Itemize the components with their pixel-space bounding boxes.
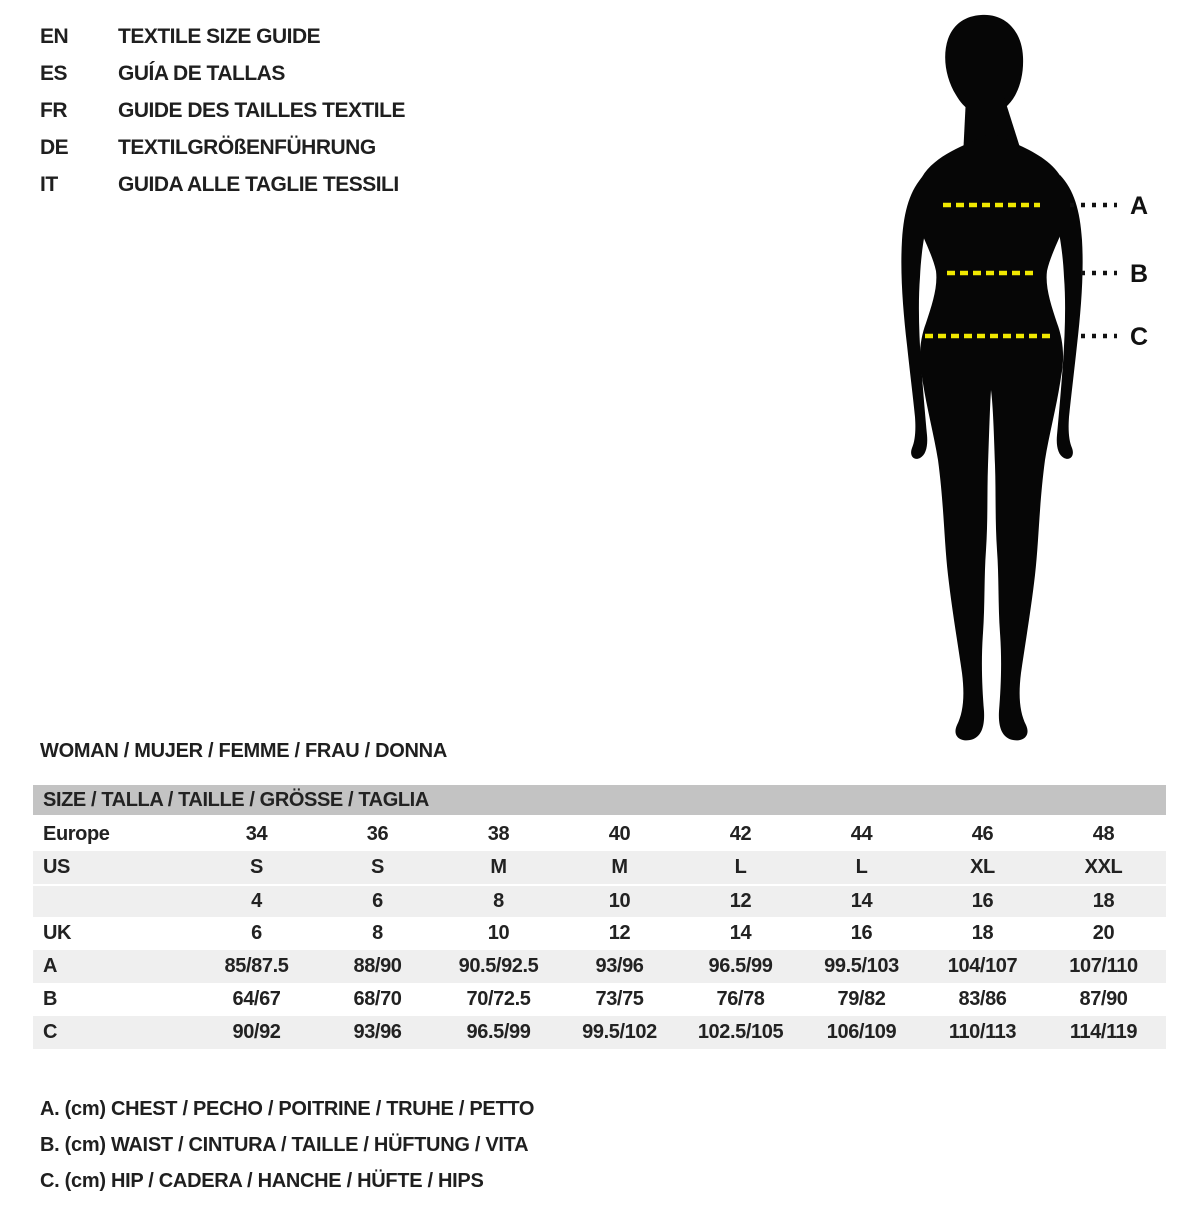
- table-row-chest: [33, 950, 1166, 983]
- table-cell: 18: [1092, 890, 1115, 912]
- figure-right-arm: [1055, 175, 1083, 459]
- waist-label: B: [1130, 260, 1149, 288]
- row-label: [33, 886, 196, 917]
- language-code: DE: [40, 136, 69, 159]
- table-cell: 102.5/105: [697, 1021, 784, 1043]
- table-cell: 14: [729, 922, 752, 944]
- table-cell: 44: [850, 823, 873, 845]
- row-label: Europe: [43, 823, 110, 845]
- legend-waist: B. (cm) WAIST / CINTURA / TAILLE / HÜFTUNG / VITA: [40, 1134, 529, 1156]
- chest-label: A: [1130, 192, 1149, 220]
- table-cell: 10: [608, 890, 631, 912]
- table-cell: 40: [608, 823, 631, 845]
- guide-title-en: TEXTILE SIZE GUIDE: [118, 25, 321, 48]
- table-row-uk: [33, 917, 1166, 950]
- language-row-de: [40, 136, 405, 173]
- table-cell: 68/70: [353, 988, 402, 1010]
- table-cell: 76/78: [716, 988, 765, 1010]
- table-row-hip: [33, 1016, 1166, 1049]
- table-cell: 12: [729, 890, 752, 912]
- table-row-us-numeric: [33, 884, 1166, 917]
- table-cell: 16: [971, 890, 994, 912]
- table-cell: L: [855, 856, 868, 878]
- language-code: IT: [40, 173, 58, 196]
- table-cell: 10: [487, 922, 510, 944]
- guide-title-es: GUÍA DE TALLAS: [118, 62, 285, 85]
- language-code: EN: [40, 25, 69, 48]
- hip-label: C: [1130, 323, 1149, 351]
- table-cell: 99.5/102: [582, 1021, 657, 1043]
- table-cell: 96.5/99: [466, 1021, 531, 1043]
- language-code: FR: [40, 99, 67, 122]
- table-cell: S: [371, 856, 384, 878]
- table-cell: 14: [850, 890, 873, 912]
- language-code: ES: [40, 62, 68, 85]
- table-cell: 83/86: [958, 988, 1007, 1010]
- table-cell: 38: [487, 823, 510, 845]
- table-cell: XXL: [1084, 856, 1123, 878]
- table-cell: 8: [372, 922, 383, 944]
- table-cell: 99.5/103: [824, 955, 899, 977]
- language-row-it: [40, 173, 405, 210]
- table-cell: 8: [493, 890, 504, 912]
- table-cell: 20: [1092, 922, 1115, 944]
- table-cell: 87/90: [1079, 988, 1128, 1010]
- table-cell: 70/72.5: [466, 988, 531, 1010]
- table-cell: 85/87.5: [224, 955, 289, 977]
- table-cell: 64/67: [232, 988, 281, 1010]
- table-cell: 93/96: [353, 1021, 402, 1043]
- table-cell: 36: [366, 823, 389, 845]
- row-label: US: [43, 856, 70, 878]
- language-row-es: [40, 62, 405, 99]
- table-cell: 93/96: [595, 955, 644, 977]
- table-cell: M: [611, 856, 628, 878]
- table-row-europe: [33, 818, 1166, 851]
- table-cell: 4: [251, 890, 262, 912]
- measurement-figure: [880, 5, 1200, 745]
- table-cell: 107/110: [1069, 955, 1138, 977]
- table-cell: 90.5/92.5: [458, 955, 539, 977]
- table-cell: 106/109: [826, 1021, 897, 1043]
- table-cell: 46: [971, 823, 994, 845]
- table-cell: 12: [608, 922, 631, 944]
- table-cell: 6: [251, 922, 262, 944]
- size-table-header: SIZE / TALLA / TAILLE / GRÖSSE / TAGLIA: [33, 785, 1166, 815]
- table-cell: 88/90: [353, 955, 402, 977]
- table-cell: 79/82: [837, 988, 886, 1010]
- measure-legend: [40, 1098, 534, 1206]
- section-title: WOMAN / MUJER / FEMME / FRAU / DONNA: [40, 740, 447, 762]
- table-cell: 48: [1092, 823, 1115, 845]
- table-cell: 73/75: [595, 988, 644, 1010]
- language-title-list: [40, 25, 405, 210]
- table-cell: 114/119: [1069, 1021, 1138, 1043]
- table-cell: M: [490, 856, 507, 878]
- table-cell: 18: [971, 922, 994, 944]
- table-cell: 110/113: [948, 1021, 1017, 1043]
- legend-hip: C. (cm) HIP / CADERA / HANCHE / HÜFTE / HIPS: [40, 1170, 484, 1192]
- guide-title-de: TEXTILGRÖßENFÜHRUNG: [118, 136, 376, 159]
- row-label: B: [43, 988, 58, 1010]
- row-label: A: [43, 955, 58, 977]
- table-cell: S: [250, 856, 263, 878]
- table-cell: 90/92: [232, 1021, 281, 1043]
- legend-chest: A. (cm) CHEST / PECHO / POITRINE / TRUHE / PETTO: [40, 1098, 535, 1120]
- table-cell: 96.5/99: [708, 955, 773, 977]
- figure-left-arm: [901, 175, 929, 459]
- guide-title-it: GUIDA ALLE TAGLIE TESSILI: [118, 173, 399, 196]
- table-row-waist: [33, 983, 1166, 1016]
- row-label: UK: [43, 922, 72, 944]
- guide-title-fr: GUIDE DES TAILLES TEXTILE: [118, 99, 405, 122]
- table-cell: 16: [850, 922, 873, 944]
- size-table: [33, 785, 1166, 1049]
- table-cell: 6: [372, 890, 383, 912]
- table-cell: 34: [245, 823, 268, 845]
- table-cell: XL: [970, 856, 995, 878]
- woman-silhouette-icon: [880, 5, 1200, 745]
- table-cell: 104/107: [947, 955, 1018, 977]
- table-row-us: [33, 851, 1166, 884]
- language-row-en: [40, 25, 405, 62]
- table-cell: 42: [729, 823, 752, 845]
- figure-body: [913, 135, 1069, 740]
- table-cell: L: [734, 856, 747, 878]
- language-row-fr: [40, 99, 405, 136]
- row-label: C: [43, 1021, 58, 1043]
